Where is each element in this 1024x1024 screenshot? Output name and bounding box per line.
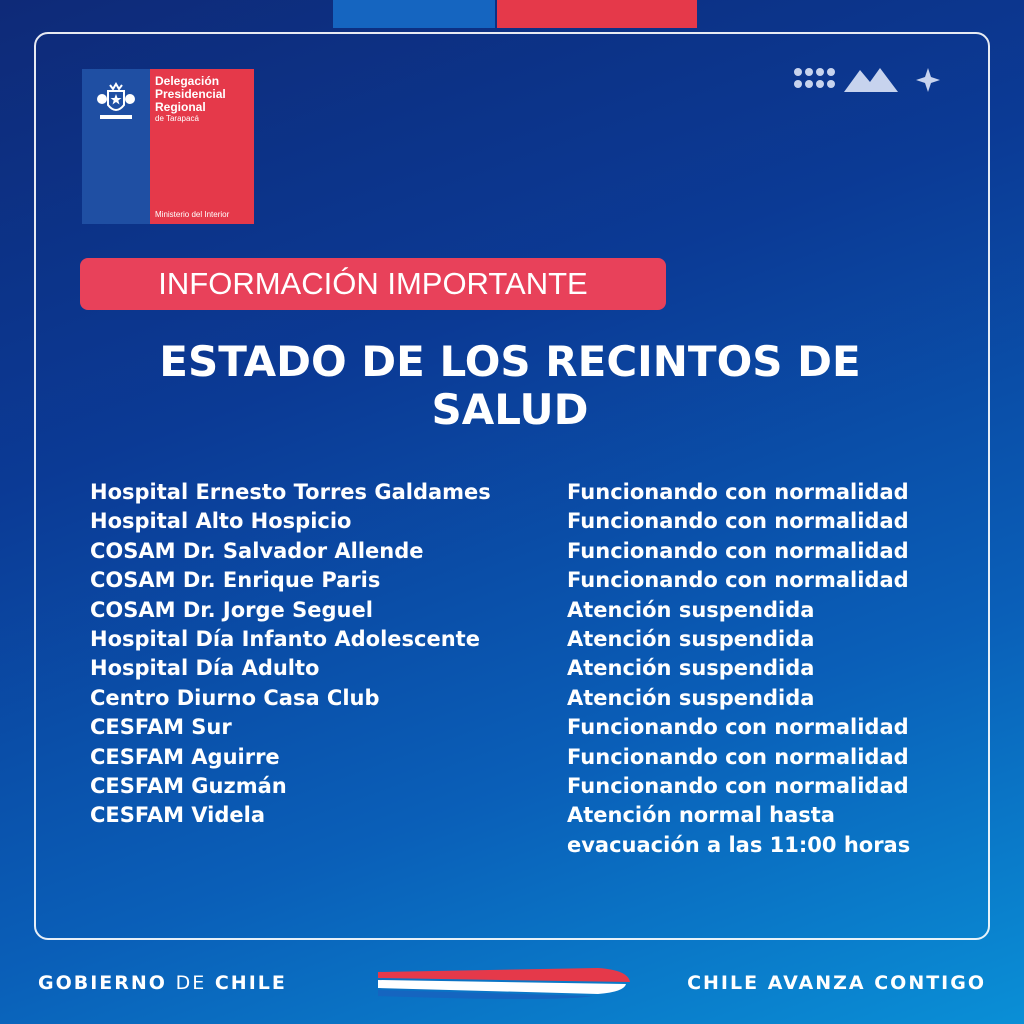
facility-status: Funcionando con normalidad: [567, 509, 909, 534]
title-line-2: SALUD: [431, 385, 589, 434]
facility-status: Atención suspendida: [567, 597, 815, 622]
dots-icon: [794, 68, 835, 88]
decoration-group: [792, 62, 944, 96]
status-line-2: evacuación a las 11:00 horas: [567, 832, 911, 857]
list-item: [90, 566, 950, 595]
facility-status: Funcionando con normalidad: [567, 715, 909, 740]
footer-left-word-1: GOBIERNO: [38, 972, 167, 994]
list-item: [90, 743, 950, 772]
footer-slogan: CHILE AVANZA CONTIGO: [687, 972, 986, 994]
logo-red-block: [150, 69, 254, 224]
facility-name: CESFAM Videla: [90, 803, 266, 828]
facility-status: Funcionando con normalidad: [567, 568, 909, 593]
facility-name: Centro Diurno Casa Club: [90, 685, 380, 710]
facility-status: Funcionando con normalidad: [567, 480, 909, 504]
top-bar-blue: [333, 0, 495, 28]
list-item: [90, 801, 950, 860]
list-item: [90, 507, 950, 536]
title-line-1: ESTADO DE LOS RECINTOS DE: [159, 337, 861, 386]
top-bar-red: [497, 0, 697, 28]
mountains-icon: [844, 68, 898, 92]
facility-name: CESFAM Sur: [90, 715, 232, 740]
logo-blue-block: [82, 69, 150, 224]
facility-status: Funcionando con normalidad: [567, 538, 909, 563]
delegacion-logo: [82, 69, 254, 224]
page-title: [60, 338, 960, 434]
list-item: [90, 684, 950, 713]
flag-swoosh-graphic: [378, 962, 634, 1002]
star-icon: [916, 68, 940, 92]
facility-name: COSAM Dr. Jorge Seguel: [90, 597, 373, 622]
chile-coat-of-arms-icon: [94, 79, 138, 123]
list-item: [90, 537, 950, 566]
footer-gobierno: [38, 970, 287, 996]
facility-status: Funcionando con normalidad: [567, 744, 909, 769]
facility-status: Atención suspendida: [567, 685, 815, 710]
facility-name: Hospital Día Infanto Adolescente: [90, 627, 480, 652]
list-item: [90, 772, 950, 801]
facility-name: COSAM Dr. Enrique Paris: [90, 568, 381, 593]
facility-name: Hospital Alto Hospicio: [90, 509, 352, 534]
logo-line-3: Regional: [155, 100, 206, 114]
footer-left-word-3: CHILE: [214, 972, 287, 994]
list-item: [90, 654, 950, 683]
status-line-1: Atención normal hasta: [567, 803, 835, 828]
footer-left-word-2: DE: [175, 972, 207, 994]
facility-status: Atención suspendida: [567, 656, 815, 681]
facility-status: [567, 801, 950, 860]
facility-name: Hospital Ernesto Torres Galdames: [90, 480, 491, 504]
facility-status: Funcionando con normalidad: [567, 774, 909, 799]
logo-line-4: de Tarapacá: [155, 114, 199, 123]
logo-line-2: Presidencial: [155, 87, 226, 101]
facility-name: Hospital Día Adulto: [90, 656, 320, 681]
list-item: [90, 478, 950, 507]
list-item: [90, 625, 950, 654]
facility-list: [90, 478, 950, 860]
logo-line-1: Delegación: [155, 74, 220, 88]
facility-name: CESFAM Aguirre: [90, 744, 280, 769]
list-item: [90, 596, 950, 625]
list-item: [90, 713, 950, 742]
logo-ministry: Ministerio del Interior: [155, 210, 230, 219]
facility-name: CESFAM Guzmán: [90, 774, 287, 799]
facility-name: COSAM Dr. Salvador Allende: [90, 538, 424, 563]
important-info-badge: INFORMACIÓN IMPORTANTE: [80, 258, 666, 310]
facility-status: Atención suspendida: [567, 627, 815, 652]
